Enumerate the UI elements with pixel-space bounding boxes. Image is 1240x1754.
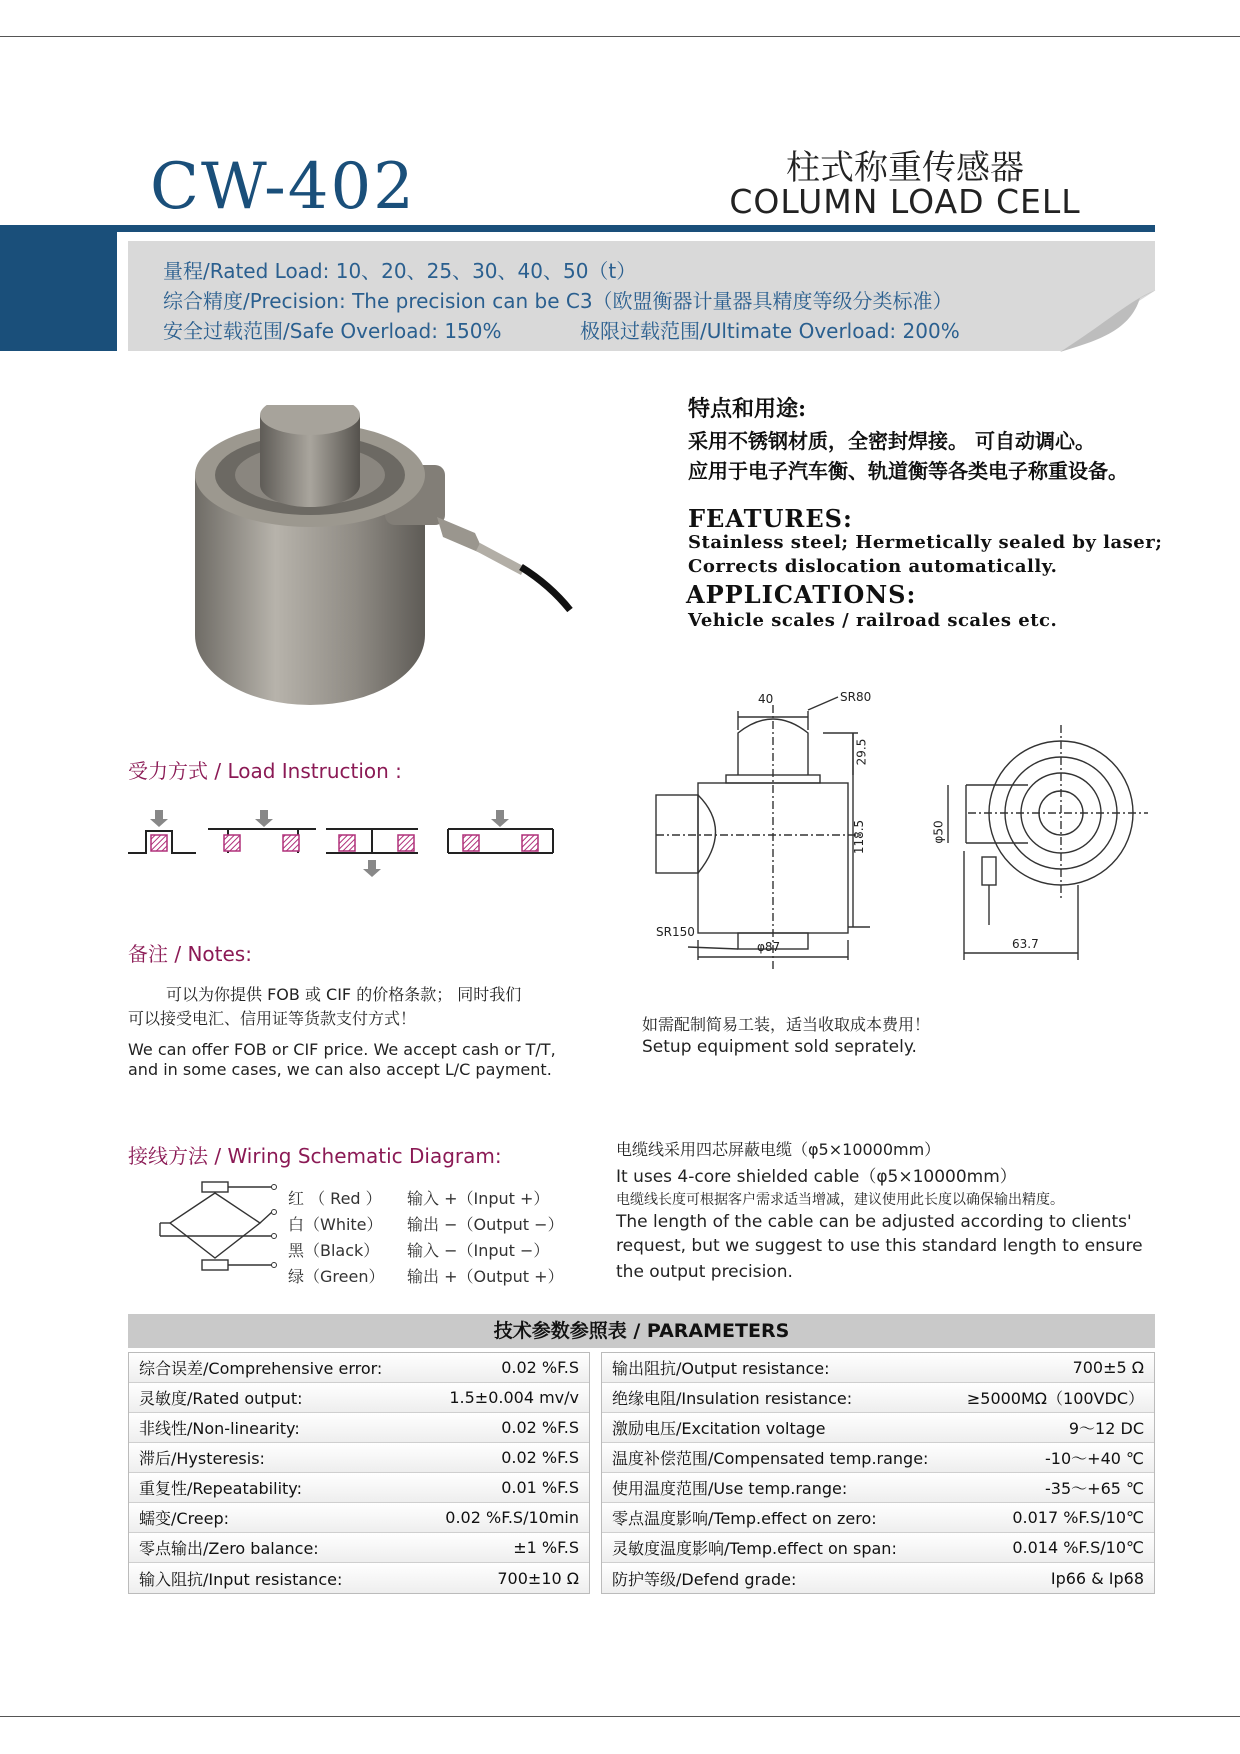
- param-label: 灵敏度温度影响/Temp.effect on span:: [612, 1539, 897, 1558]
- table-row: [129, 1503, 589, 1533]
- cable-en: It uses 4-core shielded cable（φ5×10000mm）: [616, 1167, 1017, 1187]
- notes-cn-line2: 可以接受电汇、信用证等货款支付方式！: [128, 1009, 417, 1028]
- param-label: 灵敏度/Rated output:: [139, 1389, 303, 1408]
- param-label: 温度补偿范围/Compensated temp.range:: [612, 1449, 929, 1468]
- wire-signal-label: 输入 −（Input −）: [407, 1241, 550, 1260]
- features-en-heading: FEATURES:: [688, 504, 853, 533]
- bottom-rule: [0, 1716, 1240, 1717]
- param-value: -35～+65 ℃: [1045, 1479, 1144, 1498]
- param-value: 0.02 %F.S: [501, 1418, 579, 1437]
- wire-row-white: [288, 1212, 564, 1235]
- dimension-drawing: [648, 685, 1188, 990]
- param-label: 重复性/Repeatability:: [139, 1479, 302, 1498]
- wire-color-label: 红 （ Red ）: [288, 1189, 382, 1208]
- applications-line1: Vehicle scales / railroad scales etc.: [688, 610, 1058, 631]
- title-english: COLUMN LOAD CELL: [729, 182, 1081, 221]
- param-label: 滞后/Hysteresis:: [139, 1449, 265, 1468]
- features-cn-line1: 采用不锈钢材质，全密封焊接。 可自动调心。: [688, 429, 1095, 453]
- table-row: [602, 1473, 1154, 1503]
- table-row: [129, 1353, 589, 1383]
- length-en-line1: The length of the cable can be adjusted according to clients': [616, 1212, 1132, 1232]
- param-label: 综合误差/Comprehensive error:: [139, 1359, 383, 1378]
- parameters-title: 技术参数参照表 / PARAMETERS: [128, 1314, 1155, 1348]
- features-en-line1: Stainless steel; Hermetically sealed by laser;: [688, 532, 1163, 553]
- length-en-line3: the output precision.: [616, 1262, 793, 1282]
- param-label: 输入阻抗/Input resistance:: [139, 1569, 343, 1589]
- param-label: 非线性/Non-linearity:: [139, 1419, 300, 1438]
- dim-side-dia: φ50: [931, 820, 946, 844]
- wire-signal-label: 输入 +（Input +）: [407, 1189, 550, 1208]
- cable-cn: 电缆线采用四芯屏蔽电缆（φ5×10000mm）: [616, 1140, 941, 1159]
- table-row: [602, 1503, 1154, 1533]
- load-instruction-heading: 受力方式 / Load Instruction :: [128, 759, 402, 783]
- spec-rated-load: 量程/Rated Load: 10、20、25、30、40、50（t）: [163, 259, 637, 283]
- table-row: [602, 1353, 1154, 1383]
- header-accent-block: [0, 225, 117, 351]
- param-value: 0.02 %F.S: [501, 1448, 579, 1467]
- param-value: 700±5 Ω: [1072, 1358, 1144, 1377]
- param-label: 防护等级/Defend grade:: [612, 1569, 797, 1589]
- param-value: 700±10 Ω: [497, 1568, 579, 1588]
- length-en-line2: request, but we suggest to use this standard length to ensure: [616, 1236, 1143, 1256]
- param-value: 1.5±0.004 mv/v: [449, 1388, 579, 1407]
- table-row: [129, 1413, 589, 1443]
- param-value: 0.02 %F.S: [501, 1358, 579, 1377]
- dim-diameter: φ87: [757, 940, 781, 954]
- features-cn-heading: 特点和用途:: [688, 396, 807, 422]
- dim-sr-top: SR80: [840, 690, 872, 704]
- wire-color-label: 黑（Black）: [288, 1241, 380, 1260]
- header-bar: [115, 225, 1155, 232]
- wire-signal-label: 输出 +（Output +）: [407, 1267, 564, 1286]
- param-label: 零点输出/Zero balance:: [139, 1539, 319, 1558]
- wire-row-black: [288, 1238, 549, 1261]
- table-row: [129, 1533, 589, 1563]
- title-chinese: 柱式称重传感器: [786, 148, 1024, 188]
- wire-color-label: 白（White）: [288, 1215, 383, 1234]
- length-cn: 电缆线长度可根据客户需求适当增减，建议使用此长度以确保输出精度。: [616, 1192, 1064, 1208]
- param-value: 0.02 %F.S/10min: [445, 1508, 579, 1527]
- features-cn-line2: 应用于电子汽车衡、轨道衡等各类电子称重设备。: [688, 459, 1128, 483]
- param-label: 绝缘电阻/Insulation resistance:: [612, 1389, 853, 1408]
- wiring-bridge-diagram: [150, 1178, 280, 1278]
- notes-en-line1: We can offer FOB or CIF price. We accept cash or T/T,: [128, 1040, 556, 1059]
- table-row: [129, 1473, 589, 1503]
- param-label: 输出阻抗/Output resistance:: [612, 1359, 830, 1378]
- spec-band: [128, 241, 1155, 351]
- dim-side-width: 63.7: [1012, 937, 1039, 951]
- model-number: CW-402: [150, 150, 416, 224]
- notes-en-line2: and in some cases, we can also accept L/C payment.: [128, 1060, 552, 1079]
- page-curl-graphic: [1060, 290, 1156, 352]
- wire-row-green: [288, 1264, 564, 1287]
- product-photo: [185, 405, 575, 715]
- param-value: Ip66 & Ip68: [1050, 1568, 1144, 1588]
- dim-top-width: 40: [758, 692, 774, 706]
- spec-safe-overload: 安全过载范围/Safe Overload: 150%: [163, 319, 502, 343]
- table-row: [129, 1443, 589, 1473]
- param-value: 0.017 %F.S/10℃: [1012, 1508, 1144, 1527]
- table-row: [602, 1563, 1154, 1593]
- wiring-heading: 接线方法 / Wiring Schematic Diagram:: [128, 1144, 502, 1168]
- table-row: [129, 1383, 589, 1413]
- table-row: [602, 1443, 1154, 1473]
- param-label: 激励电压/Excitation voltage: [612, 1419, 826, 1438]
- dim-sr-bottom: SR150: [656, 925, 695, 939]
- parameters-table-left: [128, 1352, 590, 1594]
- wire-row-red: [288, 1186, 549, 1209]
- table-row: [129, 1563, 589, 1593]
- param-value: ≥5000MΩ（100VDC）: [966, 1389, 1144, 1408]
- notes-right-cn: 如需配制简易工装，适当收取成本费用！: [642, 1015, 931, 1034]
- param-label: 零点温度影响/Temp.effect on zero:: [612, 1509, 877, 1528]
- spec-ultimate-overload: 极限过载范围/Ultimate Overload: 200%: [580, 319, 960, 343]
- param-label: 使用温度范围/Use temp.range:: [612, 1479, 848, 1498]
- table-row: [602, 1533, 1154, 1563]
- notes-right-en: Setup equipment sold seprately.: [642, 1037, 917, 1057]
- notes-heading: 备注 / Notes:: [128, 942, 252, 966]
- param-value: ±1 %F.S: [513, 1538, 579, 1557]
- applications-heading: APPLICATIONS:: [686, 580, 917, 609]
- dim-height-top: 29.5: [854, 738, 869, 766]
- table-row: [602, 1383, 1154, 1413]
- parameters-table-right: [601, 1352, 1155, 1594]
- param-value: 9～12 DC: [1068, 1419, 1144, 1438]
- load-instruction-diagram: [128, 805, 568, 885]
- wire-color-label: 绿（Green）: [288, 1267, 385, 1286]
- param-value: 0.01 %F.S: [501, 1478, 579, 1497]
- spec-precision: 综合精度/Precision: The precision can be C3（欧盟衡器计量器具精度等级分类标准）: [163, 289, 953, 313]
- notes-cn-line1: 可以为你提供 FOB 或 CIF 的价格条款； 同时我们: [166, 985, 522, 1004]
- param-label: 蠕变/Creep:: [139, 1509, 230, 1528]
- top-rule: [0, 36, 1240, 37]
- table-row: [602, 1413, 1154, 1443]
- param-value: -10～+40 ℃: [1045, 1449, 1144, 1468]
- param-value: 0.014 %F.S/10℃: [1012, 1538, 1144, 1557]
- wire-signal-label: 输出 −（Output −）: [407, 1215, 564, 1234]
- features-en-line2: Corrects dislocation automatically.: [688, 556, 1058, 577]
- dim-height-total: 118.5: [852, 819, 867, 855]
